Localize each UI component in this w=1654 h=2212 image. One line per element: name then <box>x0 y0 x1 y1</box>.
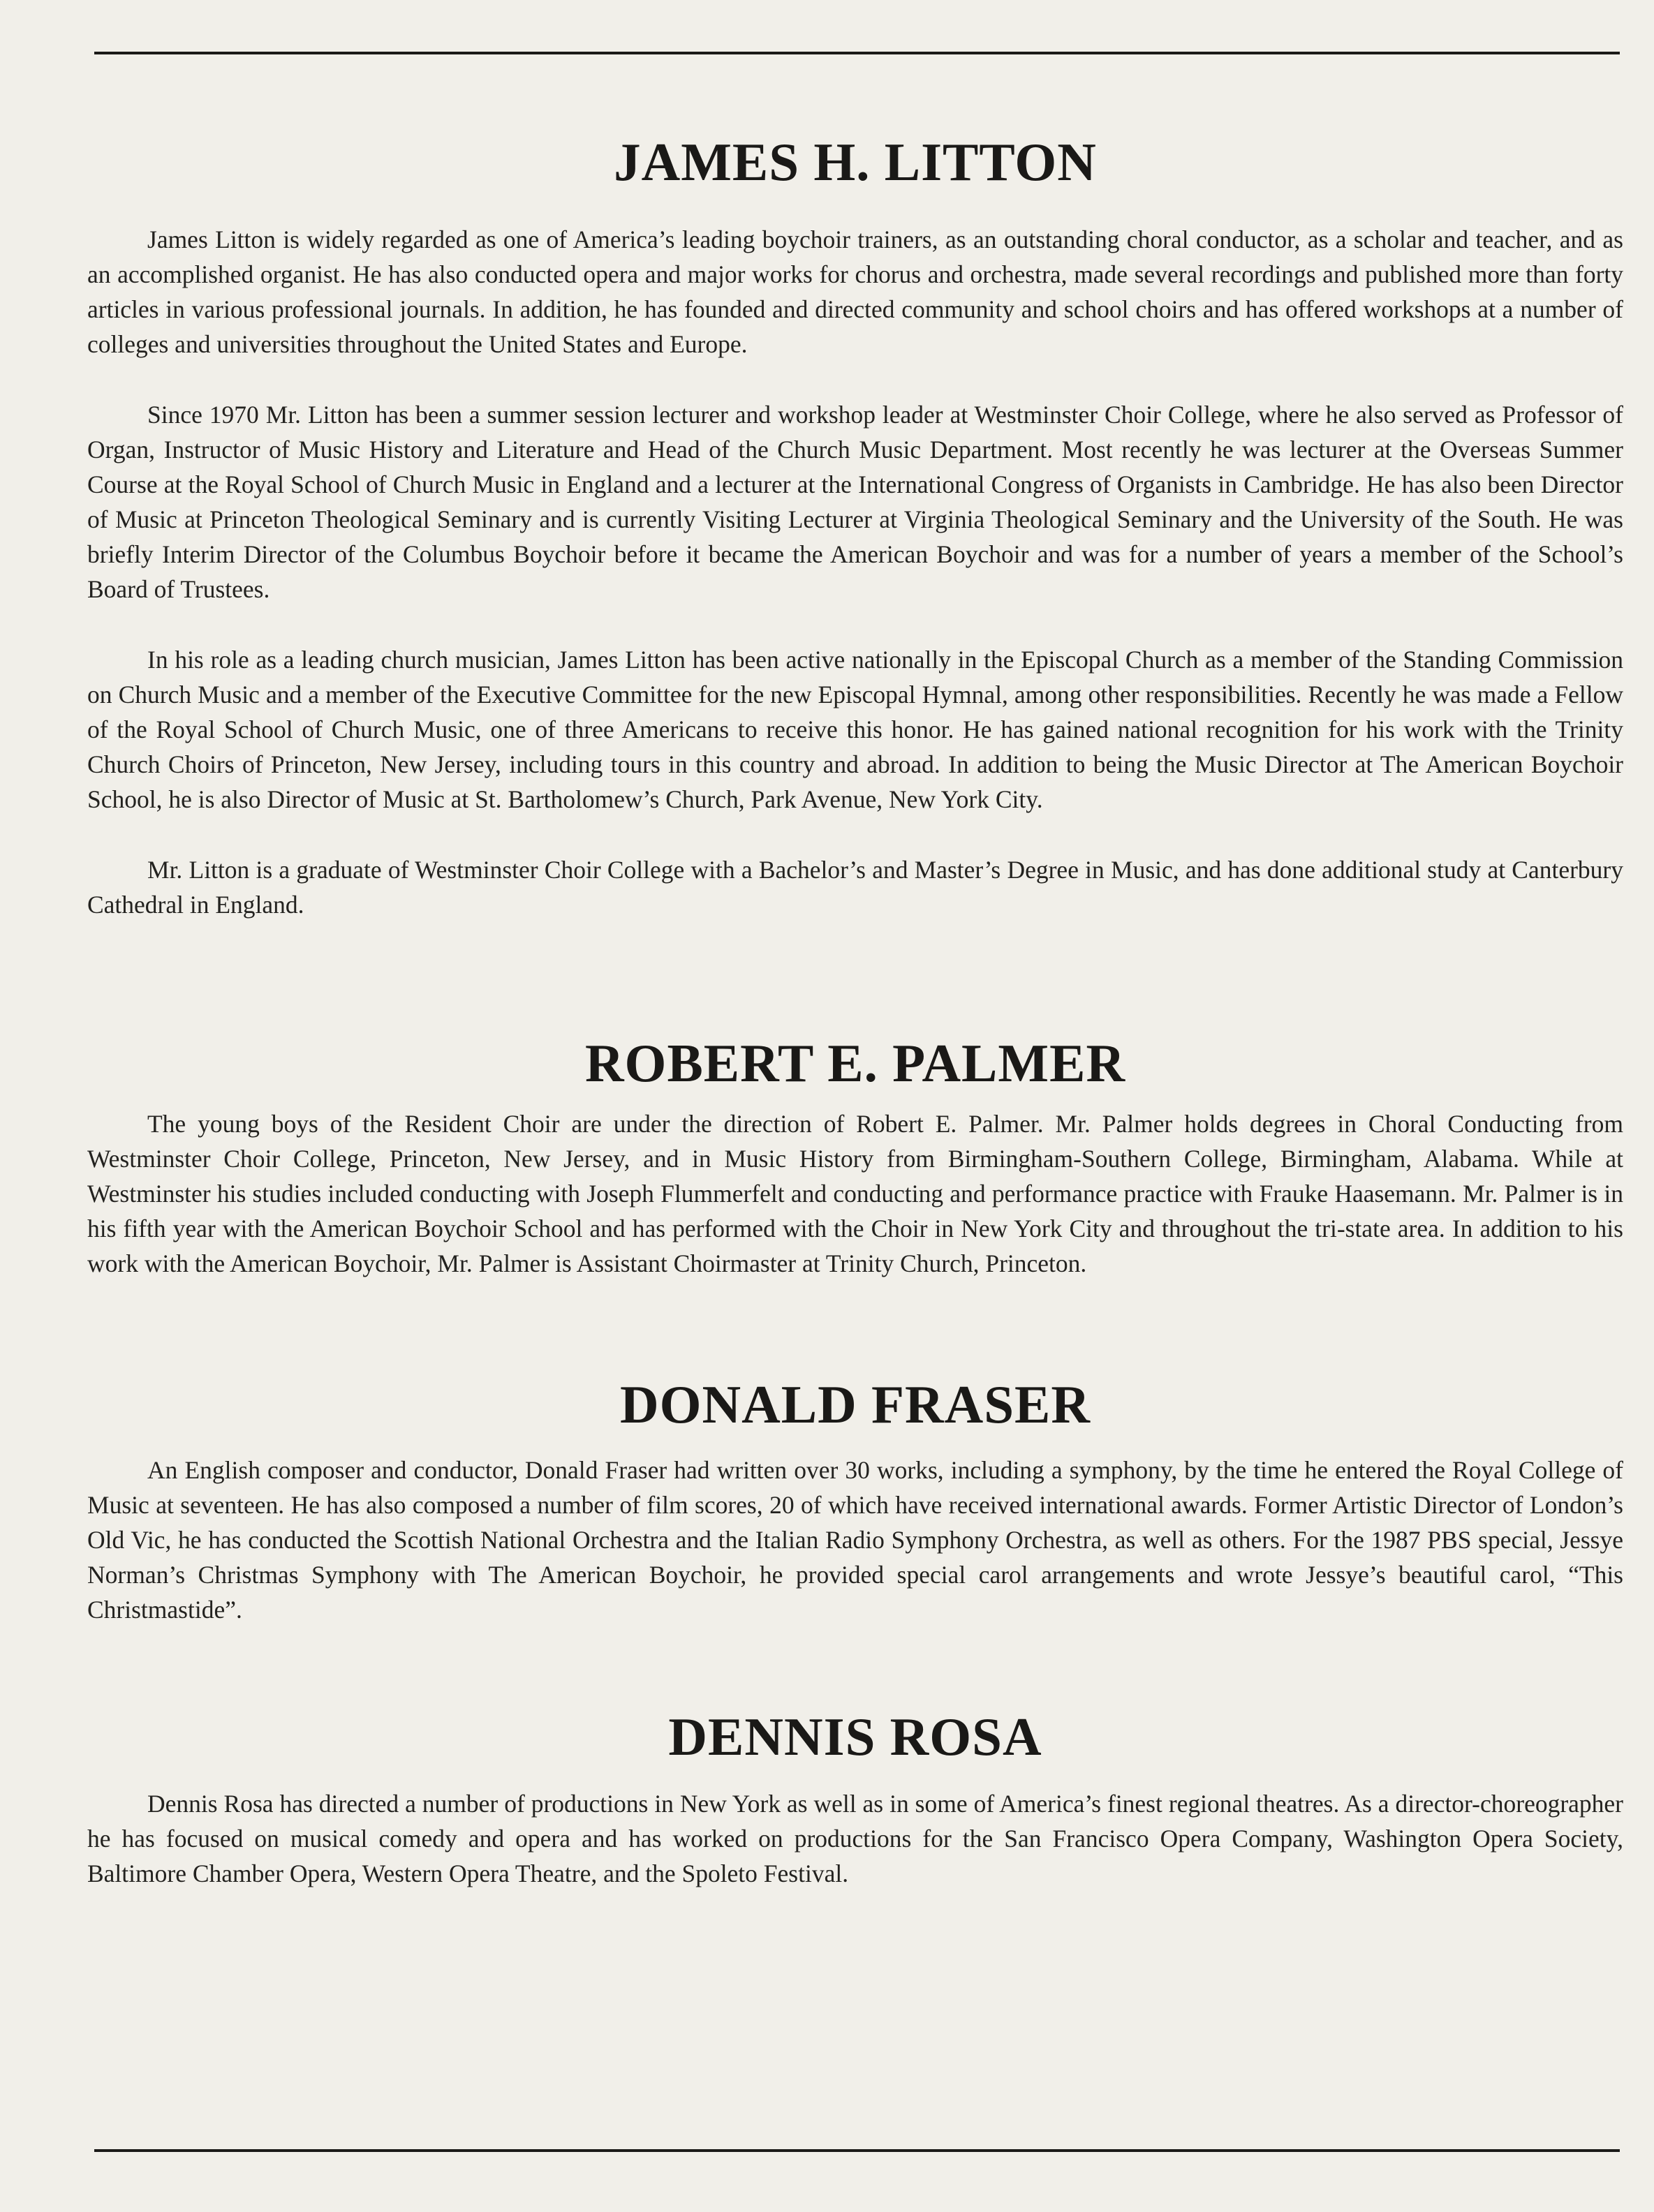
section-fraser <box>87 1375 1623 1627</box>
rosa-paragraph-1: Dennis Rosa has directed a number of productions in New York as well as in some of America’s finest regional theatres. As a director-choreographer he has focused on musical comedy and opera and has worked on productions for the San Francisco Opera Company, Washington Opera Society, Baltimore Chamber Opera, Western Opera Theatre, and the Spoleto Festival. <box>87 1789 1623 1887</box>
litton-paragraph-4: Mr. Litton is a graduate of Westminster Choir College with a Bachelor’s and Master’s Degree in Music, and has done additional study at Canterbury Cathedral in England. <box>87 855 1623 919</box>
top-rule <box>94 52 1620 54</box>
litton-paragraph-1: James Litton is widely regarded as one of America’s leading boychoir trainers, as an outstanding choral conductor, as a scholar and teacher, and as an accomplished organist. He has also conducted opera and major works for chorus and orchestra, made several recordings and published more than forty articles in various professional journals. In addition, he has founded and directed community and school choirs and has offered workshops at a number of colleges and universities throughout the United States and Europe. <box>87 225 1623 358</box>
heading-james-litton: JAMES H. LITTON <box>614 132 1097 192</box>
palmer-paragraph-1: The young boys of the Resident Choir are under the direction of Robert E. Palmer. Mr. Palmer holds degrees in Choral Conducting from Westminster Choir College, Princeton, New Jersey, and in Music History from Birmingham-Southern College, Birmingham, Alabama. While at Westminster his studies included conducting with Joseph Flummerfelt and conducting and performance practice with Frauke Haasemann. Mr. Palmer is in his fifth year with the American Boychoir School and has performed with the Choir in New York City and throughout the tri-state area. In addition to his work with the American Boychoir, Mr. Palmer is Assistant Choirmaster at Trinity Church, Princeton. <box>87 1110 1623 1278</box>
section-litton <box>87 133 1623 922</box>
heading-dennis-rosa: DENNIS ROSA <box>668 1707 1042 1767</box>
fraser-paragraph-1: An English composer and conductor, Donald Fraser had written over 30 works, including a symphony, by the time he entered the Royal College of Music at seventeen. He has also composed a number of film scores, 20 of which have received international awards. Former Artistic Director of London’s Old Vic, he has conducted the Scottish National Orchestra and the Italian Radio Symphony Orchestra, as well as others. For the 1987 PBS special, Jessye Norman’s Christmas Symphony with The American Boychoir, he provided special carol arrangements and wrote Jessye’s beautiful carol, “This Christmastide”. <box>87 1456 1623 1624</box>
page-content <box>87 133 1623 1891</box>
section-rosa <box>87 1707 1623 1891</box>
heading-robert-palmer: ROBERT E. PALMER <box>584 1032 1126 1093</box>
heading-donald-fraser: DONALD FRASER <box>620 1374 1091 1435</box>
litton-paragraph-2: Since 1970 Mr. Litton has been a summer session lecturer and workshop leader at Westminster Choir College, where he also served as Professor of Organ, Instructor of Music History and Literature and Head of the Church Music Department. Most recently he was lecturer at the Overseas Summer Course at the Royal School of Church Music in England and a lecturer at the International Congress of Organists in Cambridge. He has also been Director of Music at Princeton Theological Seminary and is currently Visiting Lecturer at Virginia Theological Seminary and the University of the South. He was briefly Interim Director of the Columbus Boychoir before it became the American Boychoir and was for a number of years a member of the School’s Board of Trustees. <box>87 400 1623 603</box>
section-palmer <box>87 1034 1623 1282</box>
litton-paragraph-3: In his role as a leading church musician, James Litton has been active nationally in the Episcopal Church as a member of the Standing Commission on Church Music and a member of the Executive Committee for the new Episcopal Hymnal, among other responsibilities. Recently he was made a Fellow of the Royal School of Church Music, one of three Americans to receive this honor. He has gained national recognition for his work with the Trinity Church Choirs of Princeton, New Jersey, including tours in this country and abroad. In addition to being the Music Director at The American Boychoir School, he is also Director of Music at St. Bartholomew’s Church, Park Avenue, New York City. <box>87 645 1623 813</box>
bottom-rule <box>94 2149 1620 2152</box>
